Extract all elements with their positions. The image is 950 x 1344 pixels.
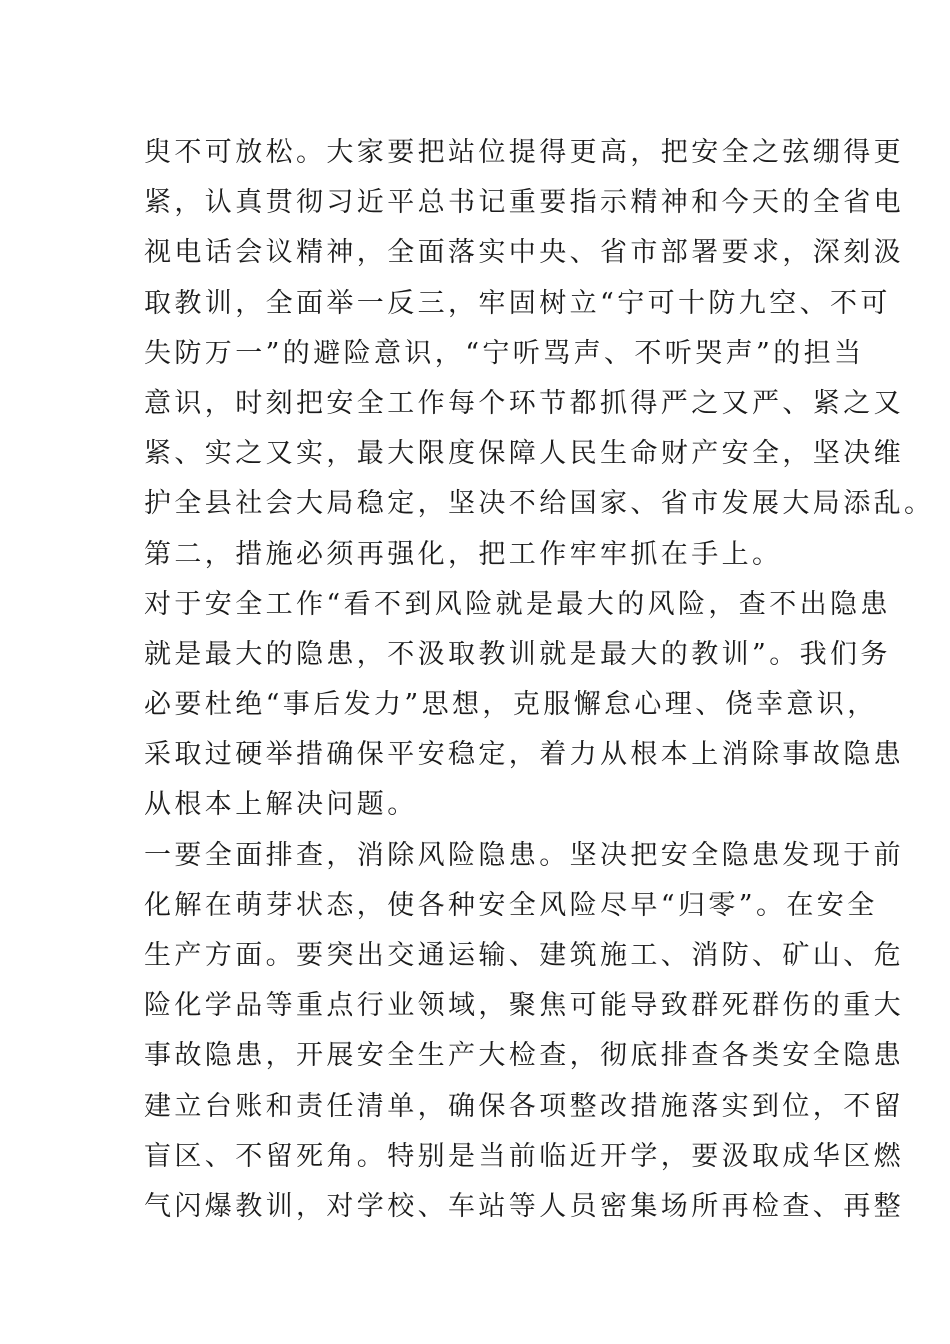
text-line: 紧，认真贯彻习近平总书记重要指示精神和今天的全省电	[144, 187, 904, 219]
section-heading: 第二，措施必须再强化，把工作牢牢抓在手上。	[144, 538, 783, 570]
text-line: 必要杜绝“事后发力”思想，克服懈怠心理、侥幸意识，	[144, 689, 878, 721]
text-line: 盲区、不留死角。特别是当前临近开学，要汲取成华区燃	[144, 1140, 904, 1172]
text-line: 视电话会议精神，全面落实中央、省市部署要求，深刻汲	[144, 237, 904, 269]
text-line: 紧、实之又实，最大限度保障人民生命财产安全，坚决维	[144, 438, 904, 470]
text-line: 一要全面排查，消除风险隐患。坚决把安全隐患发现于前	[144, 839, 904, 871]
text-line: 意识，时刻把安全工作每个环节都抓得严之又严、紧之又	[144, 387, 904, 419]
text-line: 采取过硬举措确保平安稳定，着力从根本上消除事故隐患	[144, 739, 904, 771]
text-line: 事故隐患，开展安全生产大检查，彻底排查各类安全隐患	[144, 1040, 904, 1072]
document-body	[144, 128, 935, 1232]
text-line: 取教训，全面举一反三，牢固树立“宁可十防九空、不可	[144, 287, 891, 319]
text-line: 化解在萌芽状态，使各种安全风险尽早“归零”。在安全	[144, 889, 878, 921]
text-line: 就是最大的隐患，不汲取教训就是最大的教训”。我们务	[144, 638, 891, 670]
text-line: 失防万一”的避险意识，“宁听骂声、不听哭声”的担当	[144, 337, 865, 369]
text-line: 生产方面。要突出交通运输、建筑施工、消防、矿山、危	[144, 940, 904, 971]
text-line: 臾不可放松。大家要把站位提得更高，把安全之弦绷得更	[144, 137, 904, 168]
text-line: 建立台账和责任清单，确保各项整改措施落实到位，不留	[144, 1090, 904, 1122]
text-line: 气闪爆教训，对学校、车站等人员密集场所再检查、再整	[144, 1190, 904, 1222]
text-line: 对于安全工作“看不到风险就是最大的风险，查不出隐患	[144, 588, 891, 620]
text-line: 护全县社会大局稳定，坚决不给国家、省市发展大局添乱。	[144, 488, 935, 520]
text-line: 从根本上解决问题。	[144, 789, 418, 821]
text-line: 险化学品等重点行业领域，聚焦可能导致群死群伤的重大	[144, 990, 904, 1022]
